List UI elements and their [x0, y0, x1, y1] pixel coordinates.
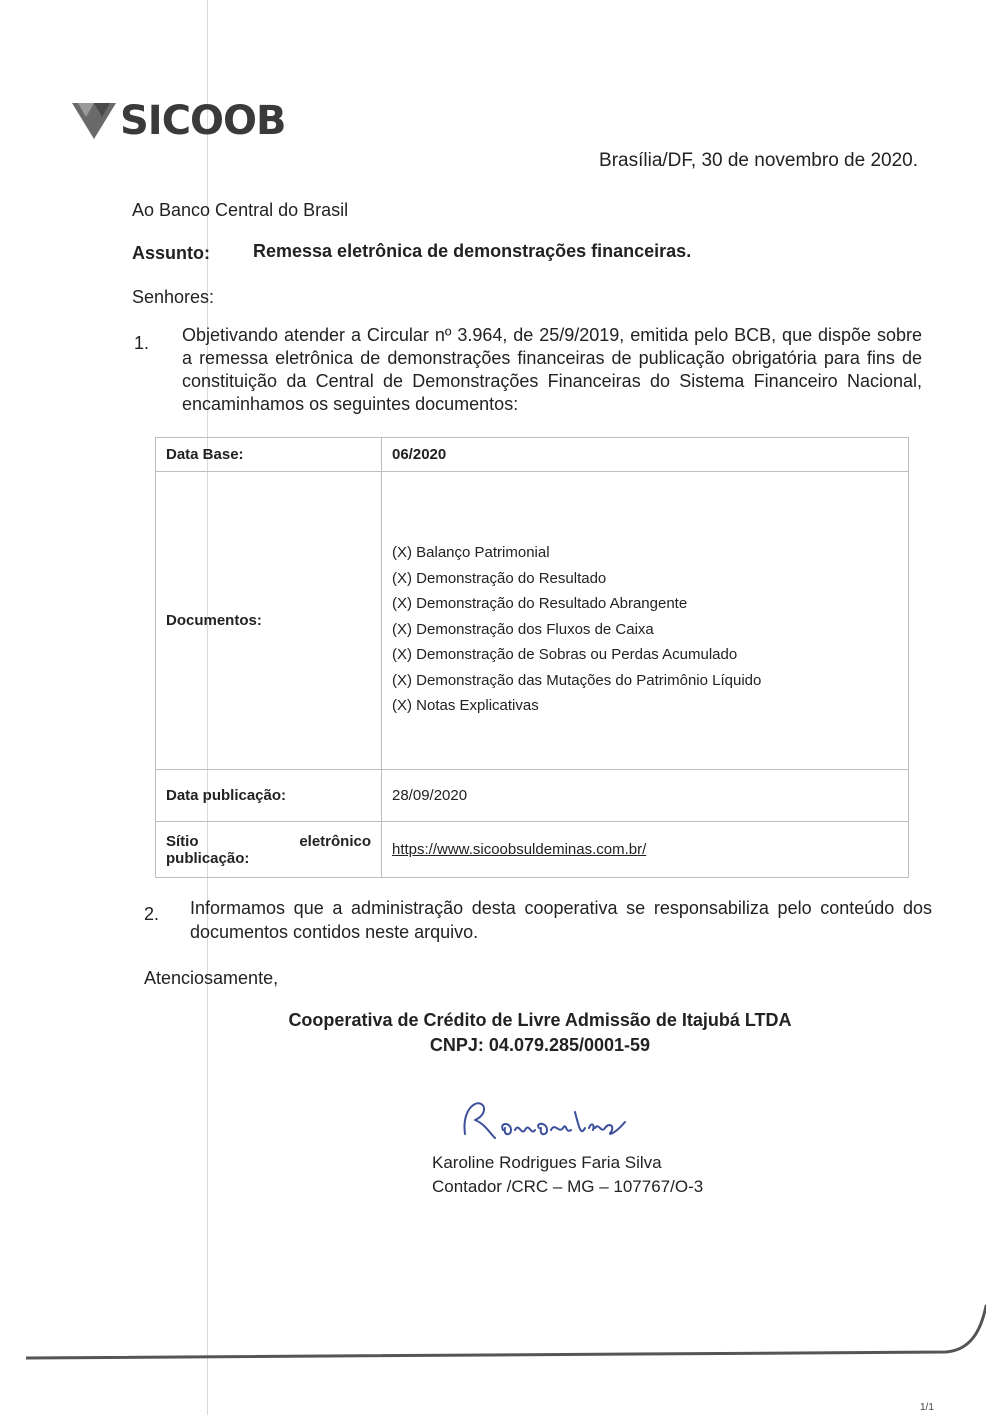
sitio-label-line2: publicação: — [166, 849, 250, 867]
organization-name: Cooperativa de Crédito de Livre Admissão de Itajubá LTDA — [288, 1010, 792, 1030]
data-publicacao-value: 28/09/2020 — [382, 770, 909, 822]
logo-text: SICOOB — [120, 98, 286, 144]
list-item: (X) Demonstração dos Fluxos de Caixa — [392, 620, 654, 638]
sitio-label-line1 — [166, 833, 371, 850]
list-item: (X) Demonstração de Sobras ou Perdas Acumulado — [392, 646, 738, 663]
item-2-paragraph: Informamos que a administração desta cooperativa se responsabiliza pelo conteúdo dos documentos contidos neste arquivo. — [190, 898, 932, 942]
list-item: (X) Demonstração das Mutações do Patrimônio Líquido — [392, 671, 762, 689]
sitio-label-right: eletrônico — [299, 832, 371, 850]
data-publicacao-label: Data publicação: — [156, 770, 382, 822]
organization-block — [255, 1008, 825, 1058]
sicoob-logo — [72, 98, 286, 144]
greeting: Senhores: — [132, 287, 215, 307]
sitio-label-left: Sítio — [166, 832, 199, 850]
signer-block — [432, 1151, 703, 1199]
item-1-number: 1. — [134, 333, 150, 353]
subject-label: Assunto: — [132, 243, 210, 263]
signer-title: Contador /CRC – MG – 107767/O-3 — [432, 1177, 704, 1196]
documentos-list — [392, 540, 898, 719]
documentos-cell — [382, 472, 909, 770]
item-2-number: 2. — [144, 904, 160, 924]
signer-name: Karoline Rodrigues Faria Silva — [432, 1153, 662, 1172]
data-base-label: Data Base: — [156, 438, 382, 472]
footer-decorative-line — [26, 1300, 986, 1370]
documents-table — [155, 437, 909, 878]
list-item: (X) Demonstração do Resultado Abrangente — [392, 595, 688, 612]
closing: Atenciosamente, — [144, 968, 279, 988]
sitio-cell — [382, 822, 909, 878]
table-row-data-base — [156, 438, 909, 472]
data-base-value: 06/2020 — [382, 438, 909, 472]
organization-cnpj: CNPJ: 04.079.285/0001-59 — [429, 1035, 651, 1055]
documentos-label: Documentos: — [156, 472, 382, 770]
subject-text: Remessa eletrônica de demonstrações financeiras. — [253, 241, 692, 261]
list-item: (X) Balanço Patrimonial — [392, 544, 550, 561]
sitio-link[interactable]: https://www.sicoobsuldeminas.com.br/ — [392, 841, 647, 858]
table-row-documentos — [156, 472, 909, 770]
recipient: Ao Banco Central do Brasil — [132, 200, 349, 220]
list-item: (X) Demonstração do Resultado — [392, 569, 607, 587]
item-1-paragraph: Objetivando atender a Circular nº 3.964, de 25/9/2019, emitida pelo BCB, que dispõe sobre a remessa eletrônica de demonstrações financeiras de publicação obrigatória para fins de constituição da Central de Demonstrações Financeiras do Sistema Financeiro Nacional, encaminhamos os seguintes documentos: — [182, 325, 922, 414]
list-item: (X) Notas Explicativas — [392, 697, 539, 714]
table-row-data-publicacao — [156, 770, 909, 822]
sicoob-logo-icon — [72, 101, 116, 141]
handwritten-signature — [455, 1092, 655, 1150]
sitio-label — [156, 822, 382, 878]
table-row-sitio — [156, 822, 909, 878]
page-number: 1/1 — [920, 1402, 934, 1413]
letter-date: Brasília/DF, 30 de novembro de 2020. — [599, 150, 918, 171]
